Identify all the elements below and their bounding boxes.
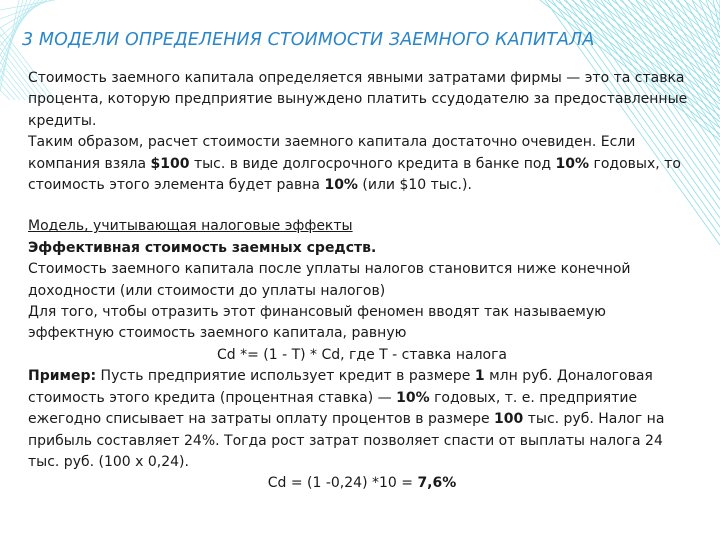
formula-effective-cost: Cd *= (1 - T) * Cd, где T - ставка налога: [216, 346, 508, 363]
mesh-line: [0, 0, 23, 82]
page-title: 3 МОДЕЛИ ОПРЕДЕЛЕНИЯ СТОИМОСТИ ЗАЕМНОГО КАПИТАЛА: [22, 30, 595, 50]
calculation-paragraph: Таким образом, расчет стоимости заемного капитала достаточно очевиден. Если компания взяла $100 тыс. в виде долгосрочного кредита в банке под 10% годовых, то стоимость этого элемента будет равна 10% (или $10 тыс.).: [28, 134, 681, 194]
mesh-line: [0, 0, 51, 19]
mesh-line: [0, 0, 47, 28]
mesh-line: [708, 0, 720, 14]
mesh-line: [0, 90, 10, 100]
slide-content: [28, 68, 696, 495]
effective-cost-heading: Эффективная стоимость заемных средств.: [28, 239, 377, 256]
effective-cost-paragraph: Для того, чтобы отразить этот финансовый феномен вводят так называемую эффектную стоимость заемного капитала, равную: [28, 304, 606, 342]
definition-paragraph: Стоимость заемного капитала определяется явными затратами фирмы — это та ставка процента, которую предприятие вынуждено платить ссудодателю за предоставленные кредиты.: [28, 70, 688, 129]
formula-example-result: Cd = (1 -0,24) *10 = 7,6%: [267, 475, 457, 492]
mesh-line: [700, 0, 720, 20]
model-heading: Модель, учитывающая налоговые эффекты: [28, 218, 353, 235]
mesh-line: [0, 69, 25, 100]
mesh-line: [0, 62, 30, 100]
mesh-line: [716, 0, 720, 8]
example-label: Пример:: [28, 368, 97, 385]
mesh-line: [0, 0, 19, 91]
after-tax-paragraph: Стоимость заемного капитала после уплаты налогов становится ниже конечной доходности (или стоимости до уплаты налогов): [28, 261, 631, 299]
example-paragraph: Пример: Пусть предприятие использует кредит в размере 1 млн руб. Доналоговая стоимость этого кредита (процентная ставка) — 10% годовых, т. е. предприятие ежегодно списывает на затраты оплату процентов в размере 100 тыс. руб. Налог на прибыль составляет 24%. Тогда рост затрат позволяет спасти от выплаты налога 24 тыс. руб. (100 х 0,24).: [28, 368, 665, 470]
mesh-line: [692, 0, 720, 26]
mesh-line: [684, 0, 720, 32]
mesh-line: [0, 76, 20, 100]
mesh-line: [713, 0, 720, 29]
mesh-line: [0, 0, 55, 10]
mesh-line: [0, 83, 15, 100]
